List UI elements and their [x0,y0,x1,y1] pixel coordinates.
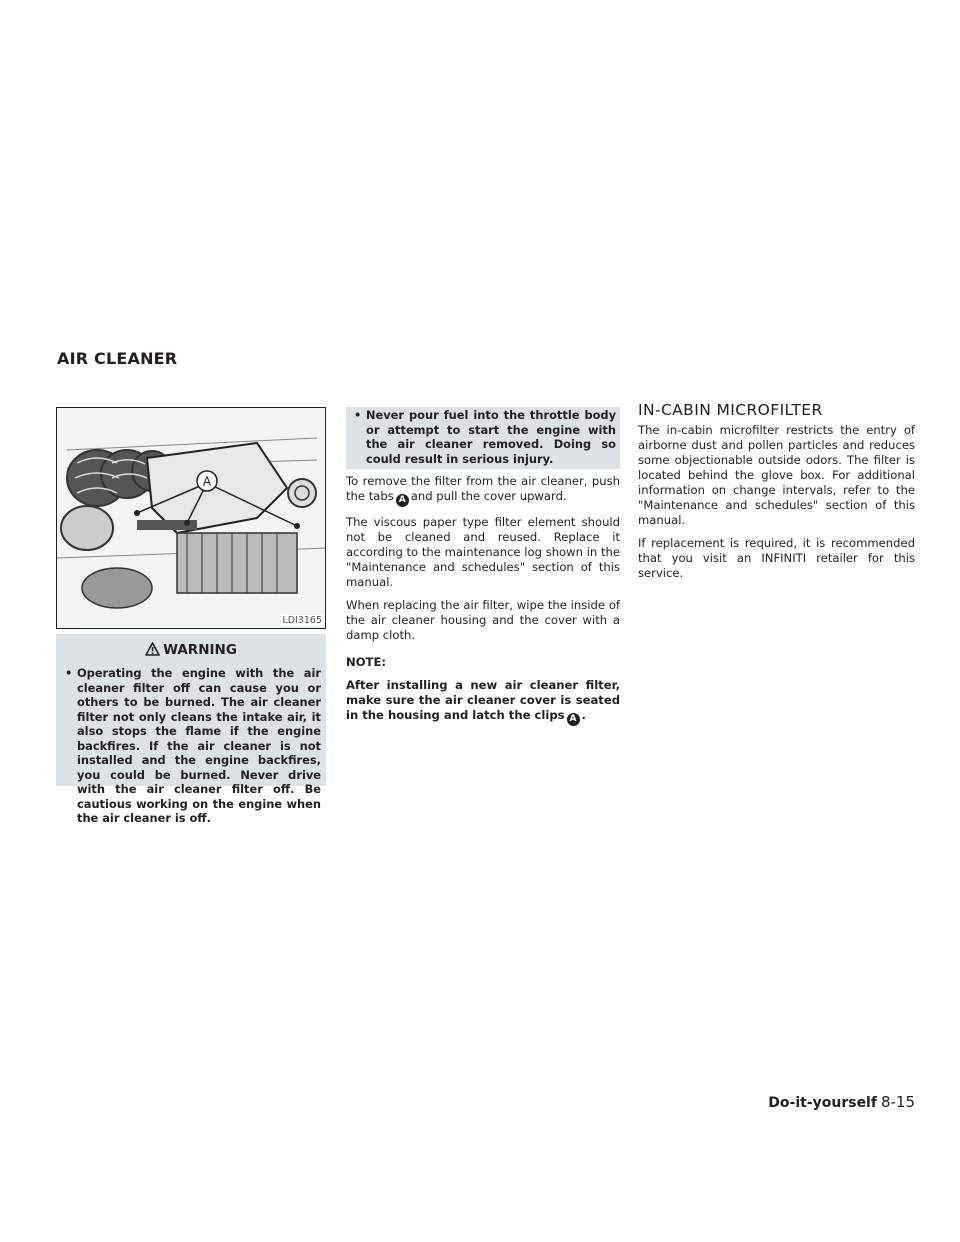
note-label: NOTE: [346,655,387,669]
paragraph: When replacing the air filter, wipe the inside of the air cleaner housing and the cover with a damp cloth. [346,598,620,642]
paragraph: To remove the filter from the air cleaner, push the tabs A and pull the cover upward. [346,474,620,505]
page-footer [768,1093,915,1111]
callout-a-icon: A [567,713,580,726]
paragraph: The in-cabin microfilter restricts the entry of airborne dust and pollen particles and reduces some objectionable outside odors. The filter is located behind the glove box. For additional information on change intervals, refer to the "Maintenance and schedules" section of this manual. [638,423,915,527]
warning-triangle-icon [145,642,160,656]
note-text: After installing a new air cleaner filter, make sure the air cleaner cover is seated in the housing and latch the clips A . [346,678,620,724]
warning-heading-text: WARNING [163,642,237,658]
body-column [346,474,620,734]
paragraph: The viscous paper type filter element should not be cleaned and reused. Replace it according to the maintenance log shown in the "Maintenance and schedules" section of this manual. [346,515,620,589]
figure-code: LDI3165 [282,615,322,626]
callout-a-icon: A [396,494,409,507]
warning-bullet: • Never pour fuel into the throttle body or attempt to start the engine with the air cleaner removed. Doing so could result in serious injury. [350,408,616,466]
warning-bullet: • Operating the engine with the air cleaner filter off can cause you or others to be burned. The air cleaner filter not only cleans the intake air, it also stops the flame if the engine backfires. If the air cleaner is not installed and the engine backfires, you could be burned. Never drive with the air cleaner filter off. Be cautious working on the engine when the air cleaner is off. [61,666,321,826]
warning-box-continued [346,407,620,469]
warning-heading [61,642,321,658]
section-title: AIR CLEANER [57,349,178,368]
chapter-name: Do-it-yourself [768,1095,877,1111]
callout-a-label: A [202,474,212,489]
engine-illustration [57,408,326,629]
page-number: 8-15 [880,1093,915,1111]
warning-box [56,634,326,825]
microfilter-title: IN-CABIN MICROFILTER [638,401,823,419]
microfilter-column [638,403,915,589]
engine-air-cleaner-figure [56,407,326,629]
paragraph: If replacement is required, it is recommended that you visit an INFINITI retailer for this service. [638,536,915,580]
